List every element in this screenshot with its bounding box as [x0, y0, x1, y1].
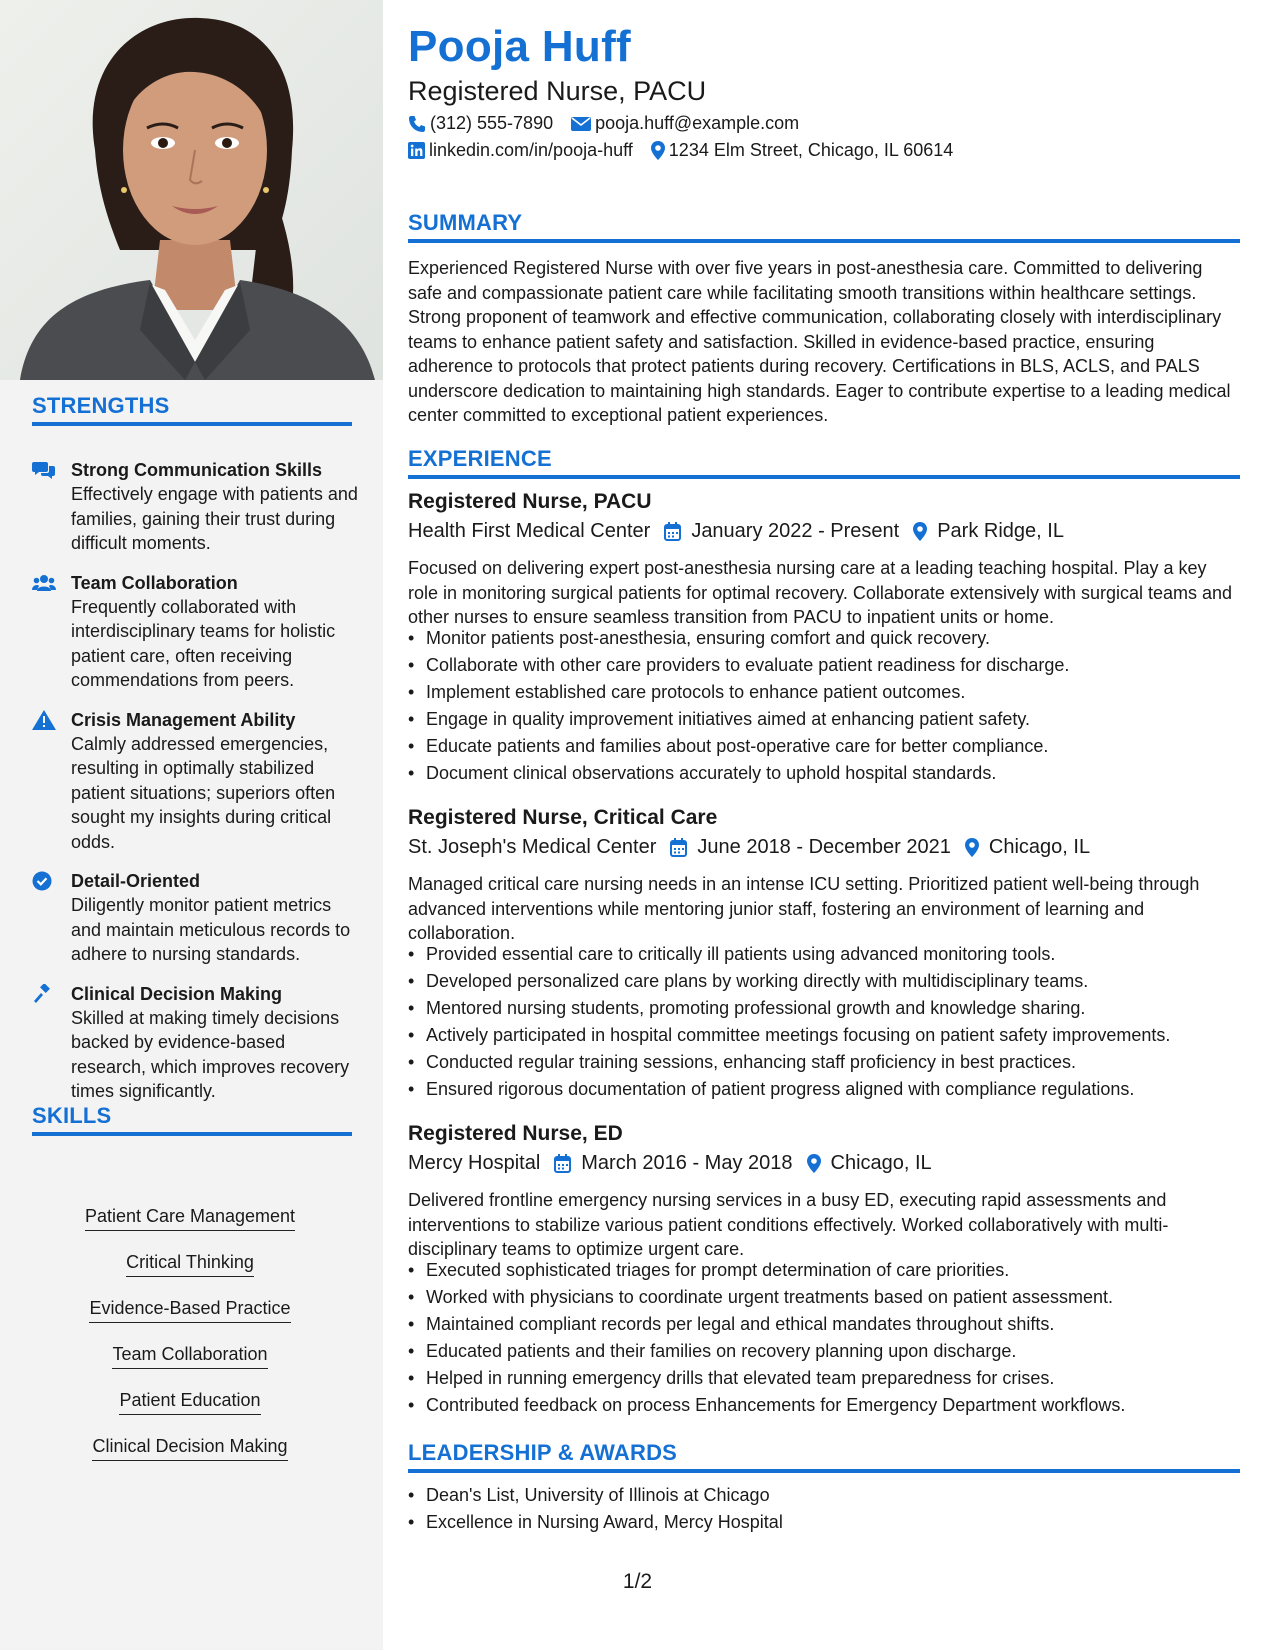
job-meta — [408, 520, 1078, 543]
skill-tag: Evidence-Based Practice — [89, 1296, 290, 1323]
contact-row-2 — [408, 140, 971, 161]
skills-list — [40, 1204, 340, 1480]
award-item: • Dean's List, University of Illinois at Chicago — [408, 1483, 1240, 1510]
gavel-icon — [32, 984, 56, 1004]
job-meta — [408, 836, 1104, 859]
users-icon — [32, 573, 56, 593]
strength-item — [32, 708, 362, 855]
job-location: Park Ridge, IL — [937, 520, 1064, 542]
strength-item — [32, 571, 362, 693]
skills-heading: SKILLS — [32, 1103, 352, 1136]
strength-title: Detail-Oriented — [71, 871, 201, 891]
strength-title: Strong Communication Skills — [71, 460, 323, 480]
strength-description: Diligently monitor patient metrics and maintain meticulous records to adhere to nursing standards. — [71, 895, 351, 964]
strength-title: Crisis Management Ability — [71, 709, 296, 730]
job-dates: March 2016 - May 2018 — [581, 1152, 793, 1174]
job-bullet: • Developed personalized care plans by working directly with multidisciplinary teams. — [408, 969, 1240, 996]
candidate-name: Pooja Huff — [408, 22, 631, 71]
job-bullet: • Implement established care protocols to enhance patient outcomes. — [408, 680, 1240, 707]
award-item: • Excellence in Nursing Award, Mercy Hospital — [408, 1510, 1240, 1537]
strength-description: Calmly addressed emergencies, resulting in optimally stabilized patient situations; superiors often sought my insights during critical odds. — [71, 733, 336, 852]
job-bullet: • Helped in running emergency drills that elevated team preparedness for crises. — [408, 1366, 1240, 1393]
job-bullet: • Maintained compliant records per legal and ethical mandates throughout shifts. — [408, 1312, 1240, 1339]
profile-photo — [0, 0, 383, 380]
job-location: Chicago, IL — [988, 836, 1091, 858]
skill-tag: Clinical Decision Making — [92, 1434, 287, 1461]
phone-text: (312) 555-7890 — [430, 113, 554, 133]
job-bullet: • Executed sophisticated triages for prompt determination of care priorities. — [408, 1258, 1240, 1285]
email-contact[interactable] — [571, 113, 799, 134]
linkedin-text: linkedin.com/in/pooja-huff — [429, 140, 633, 160]
location-icon — [913, 522, 927, 541]
strengths-list — [32, 458, 362, 1119]
warning-icon — [32, 710, 56, 730]
location-icon — [651, 141, 665, 160]
calendar-icon — [554, 1154, 571, 1173]
skill-tag: Patient Care Management — [85, 1204, 295, 1231]
job-company: St. Joseph's Medical Center — [408, 836, 657, 858]
skill-tag: Patient Education — [119, 1388, 260, 1415]
job-bullet: • Document clinical observations accurately to uphold hospital standards. — [408, 761, 1240, 788]
linkedin-icon — [408, 142, 425, 159]
job-bullet: • Collaborate with other care providers to evaluate patient readiness for discharge. — [408, 653, 1240, 680]
email-text: pooja.huff@example.com — [595, 113, 800, 133]
calendar-icon — [670, 838, 687, 857]
awards-list — [408, 1483, 1240, 1537]
strength-item — [32, 869, 362, 967]
job-bullet: • Actively participated in hospital committee meetings focusing on patient safety improvements. — [408, 1023, 1240, 1050]
location-icon — [965, 838, 979, 857]
check-circle-icon — [32, 871, 56, 891]
comments-icon — [32, 460, 56, 480]
job-title: Registered Nurse, Critical Care — [408, 806, 718, 829]
strength-description: Effectively engage with patients and families, gaining their trust during difficult moments. — [71, 484, 358, 553]
strength-title: Clinical Decision Making — [71, 983, 283, 1004]
page-number: 1/2 — [622, 1570, 653, 1593]
strength-item — [32, 982, 362, 1104]
strength-title: Team Collaboration — [71, 572, 238, 593]
job-bullet: • Monitor patients post-anesthesia, ensuring comfort and quick recovery. — [408, 626, 1240, 653]
summary-heading: SUMMARY — [408, 210, 1240, 243]
phone-icon — [408, 115, 426, 133]
strengths-heading: STRENGTHS — [32, 393, 352, 426]
job-company: Mercy Hospital — [408, 1152, 541, 1174]
job-description: Focused on delivering expert post-anesthesia nursing care at a leading teaching hospital. Play a key role in monitoring surgical patients for optimal recovery. Collaborate extensively with surgical teams and other nurses to ensure seamless transition from PACU to inpatient units or home. — [408, 558, 1233, 627]
job-dates: June 2018 - December 2021 — [697, 836, 951, 858]
skill-tag: Team Collaboration — [112, 1342, 267, 1369]
job-bullet: • Conducted regular training sessions, enhancing staff proficiency in best practices. — [408, 1050, 1240, 1077]
awards-heading: LEADERSHIP & AWARDS — [408, 1440, 1240, 1473]
job-title: Registered Nurse, PACU — [408, 490, 652, 513]
job-description: Managed critical care nursing needs in an intense ICU setting. Prioritized patient well-being through advanced interventions while mentoring junior staff, fostering an environment of learning and collaboration. — [408, 874, 1200, 943]
job-bullet: • Engage in quality improvement initiatives aimed at enhancing patient safety. — [408, 707, 1240, 734]
job-bullet: • Contributed feedback on process Enhancements for Emergency Department workflows. — [408, 1393, 1240, 1420]
address-contact — [651, 140, 954, 161]
phone-contact[interactable] — [408, 113, 553, 134]
job-description: Delivered frontline emergency nursing services in a busy ED, executing rapid assessments and interventions to stabilize various patient conditions effectively. Worked collaboratively with multi-disciplinary teams to optimize urgent care. — [408, 1190, 1169, 1259]
email-icon — [571, 116, 591, 132]
job-bullet: • Educated patients and their families on recovery planning upon discharge. — [408, 1339, 1240, 1366]
strength-description: Frequently collaborated with interdisciplinary teams for holistic patient care, often receiving commendations from peers. — [71, 596, 336, 690]
skill-tag: Critical Thinking — [126, 1250, 254, 1277]
job-location: Chicago, IL — [830, 1152, 932, 1174]
location-icon — [807, 1154, 821, 1173]
job-bullets — [408, 626, 1240, 788]
job-bullets — [408, 1258, 1240, 1420]
job-bullet: • Worked with physicians to coordinate urgent treatments based on patient assessment. — [408, 1285, 1240, 1312]
sidebar — [0, 0, 383, 1650]
job-bullet: • Ensured rigorous documentation of patient progress aligned with compliance regulations. — [408, 1077, 1240, 1104]
job-bullets — [408, 942, 1240, 1104]
job-company: Health First Medical Center — [408, 520, 651, 542]
summary-text: Experienced Registered Nurse with over five years in post-anesthesia care. Committed to delivering safe and compassionate patient care while facilitating smooth transitions within healthcare settings. Strong proponent of teamwork and effective communication, collaborating closely with interdisciplinary teams to enhance patient safety and satisfaction. Skilled in evidence-based practice, ensuring adherence to protocols that protect patients during recovery. Certifications in BLS, ACLS, and PALS underscore dedication to maintaining high standards. Eager to contribute expertise to a leading medical center committed to exceptional patient experiences. — [408, 258, 1231, 425]
strength-description: Skilled at making timely decisions backed by evidence-based research, which improves recovery times significantly. — [71, 1007, 350, 1101]
job-bullet: • Provided essential care to critically ill patients using advanced monitoring tools. — [408, 942, 1240, 969]
job-bullet: • Mentored nursing students, promoting professional growth and knowledge sharing. — [408, 996, 1240, 1023]
job-meta — [408, 1152, 946, 1175]
contact-row — [408, 113, 817, 134]
strength-item — [32, 458, 362, 556]
address-text: 1234 Elm Street, Chicago, IL 60614 — [668, 140, 954, 160]
candidate-headline: Registered Nurse, PACU — [408, 76, 707, 106]
linkedin-contact[interactable] — [408, 140, 633, 161]
experience-heading: EXPERIENCE — [408, 446, 1240, 479]
job-bullet: • Educate patients and families about post-operative care for better compliance. — [408, 734, 1240, 761]
job-title: Registered Nurse, ED — [408, 1122, 623, 1145]
job-dates: January 2022 - Present — [691, 520, 900, 542]
calendar-icon — [664, 522, 681, 541]
